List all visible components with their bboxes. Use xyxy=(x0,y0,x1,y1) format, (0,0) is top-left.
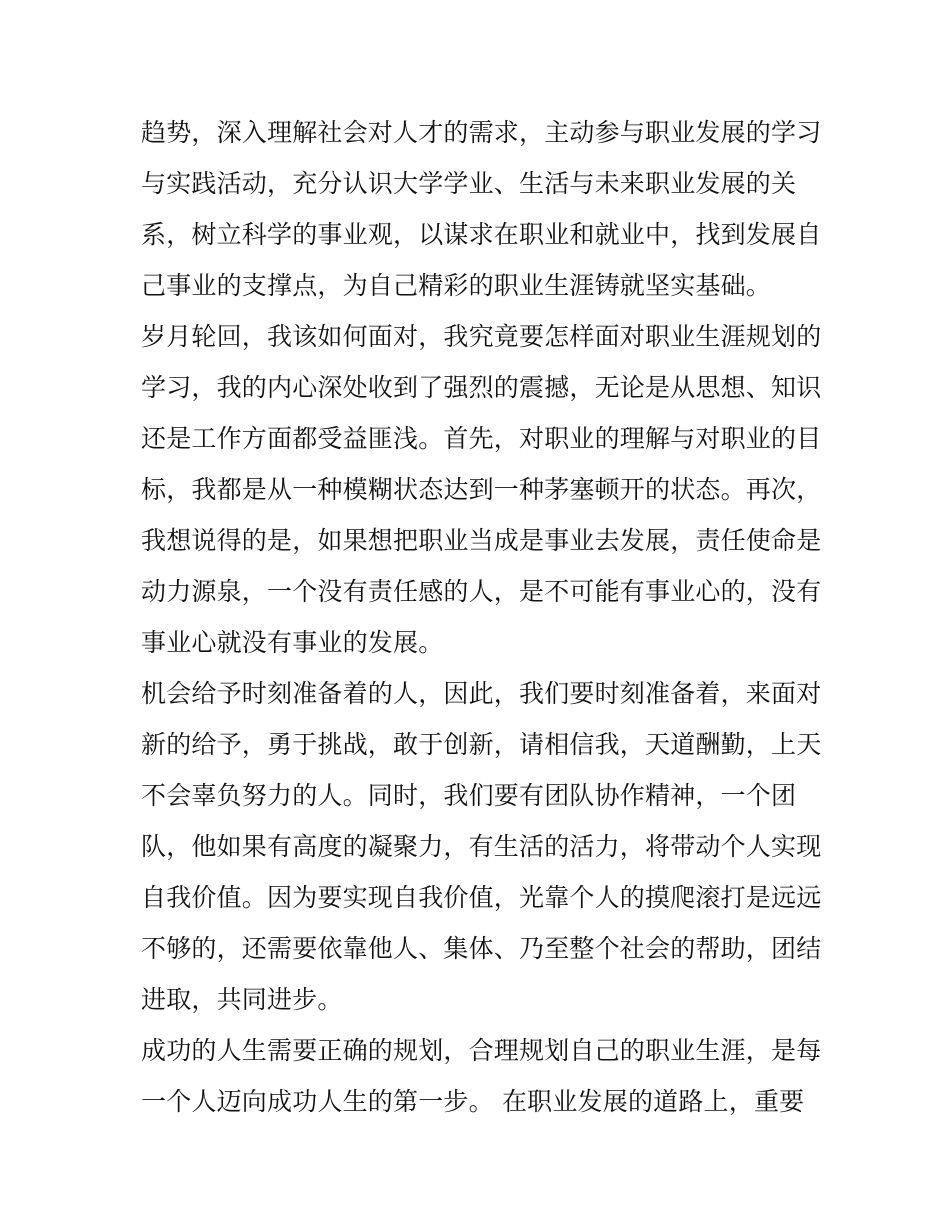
text-line: 一个人迈向成功人生的第一步。 在职业发展的道路上，重要 xyxy=(141,1087,805,1116)
text-line: 自我价值。因为要实现自我价值，光靠个人的摸爬滚打是远远 xyxy=(141,883,822,912)
paragraph-3 xyxy=(141,668,821,1025)
text-line: 我想说得的是，如果想把职业当成是事业去发展，责任使命是 xyxy=(141,526,822,555)
text-line: 学习，我的内心深处收到了强烈的震撼，无论是从思想、知识 xyxy=(141,373,822,402)
text-line: 新的给予，勇于挑战，敢于创新，请相信我，天道酬勤，上天 xyxy=(141,730,822,759)
text-line: 动力源泉，一个没有责任感的人，是不可能有事业心的，没有 xyxy=(141,577,822,606)
text-line: 己事业的支撑点，为自己精彩的职业生涯铸就坚实基础。 xyxy=(141,271,772,300)
document-body xyxy=(141,107,821,1127)
text-line: 不够的，还需要依靠他人、集体、乃至整个社会的帮助，团结 xyxy=(141,934,822,963)
text-line: 队，他如果有高度的凝聚力，有生活的活力，将带动个人实现 xyxy=(141,832,822,861)
text-line: 不会辜负努力的人。同时，我们要有团队协作精神，一个团 xyxy=(141,781,797,810)
text-line: 成功的人生需要正确的规划，合理规划自己的职业生涯，是每 xyxy=(141,1036,822,1065)
text-line: 与实践活动，充分认识大学学业、生活与未来职业发展的关 xyxy=(141,169,797,198)
text-line: 进取，共同进步。 xyxy=(141,985,343,1014)
text-line: 系，树立科学的事业观，以谋求在职业和就业中，找到发展自 xyxy=(141,220,822,249)
paragraph-4 xyxy=(141,1025,821,1127)
paragraph-1 xyxy=(141,107,821,311)
text-line: 机会给予时刻准备着的人，因此，我们要时刻准备着，来面对 xyxy=(141,679,822,708)
text-line: 事业心就没有事业的发展。 xyxy=(141,628,444,657)
text-line: 岁月轮回，我该如何面对，我究竟要怎样面对职业生涯规划的 xyxy=(141,322,822,351)
text-line: 趋势，深入理解社会对人才的需求，主动参与职业发展的学习 xyxy=(141,118,822,147)
text-line: 还是工作方面都受益匪浅。首先，对职业的理解与对职业的目 xyxy=(141,424,822,453)
paragraph-2 xyxy=(141,311,821,668)
text-line: 标，我都是从一种模糊状态达到一种茅塞顿开的状态。再次， xyxy=(141,475,822,504)
